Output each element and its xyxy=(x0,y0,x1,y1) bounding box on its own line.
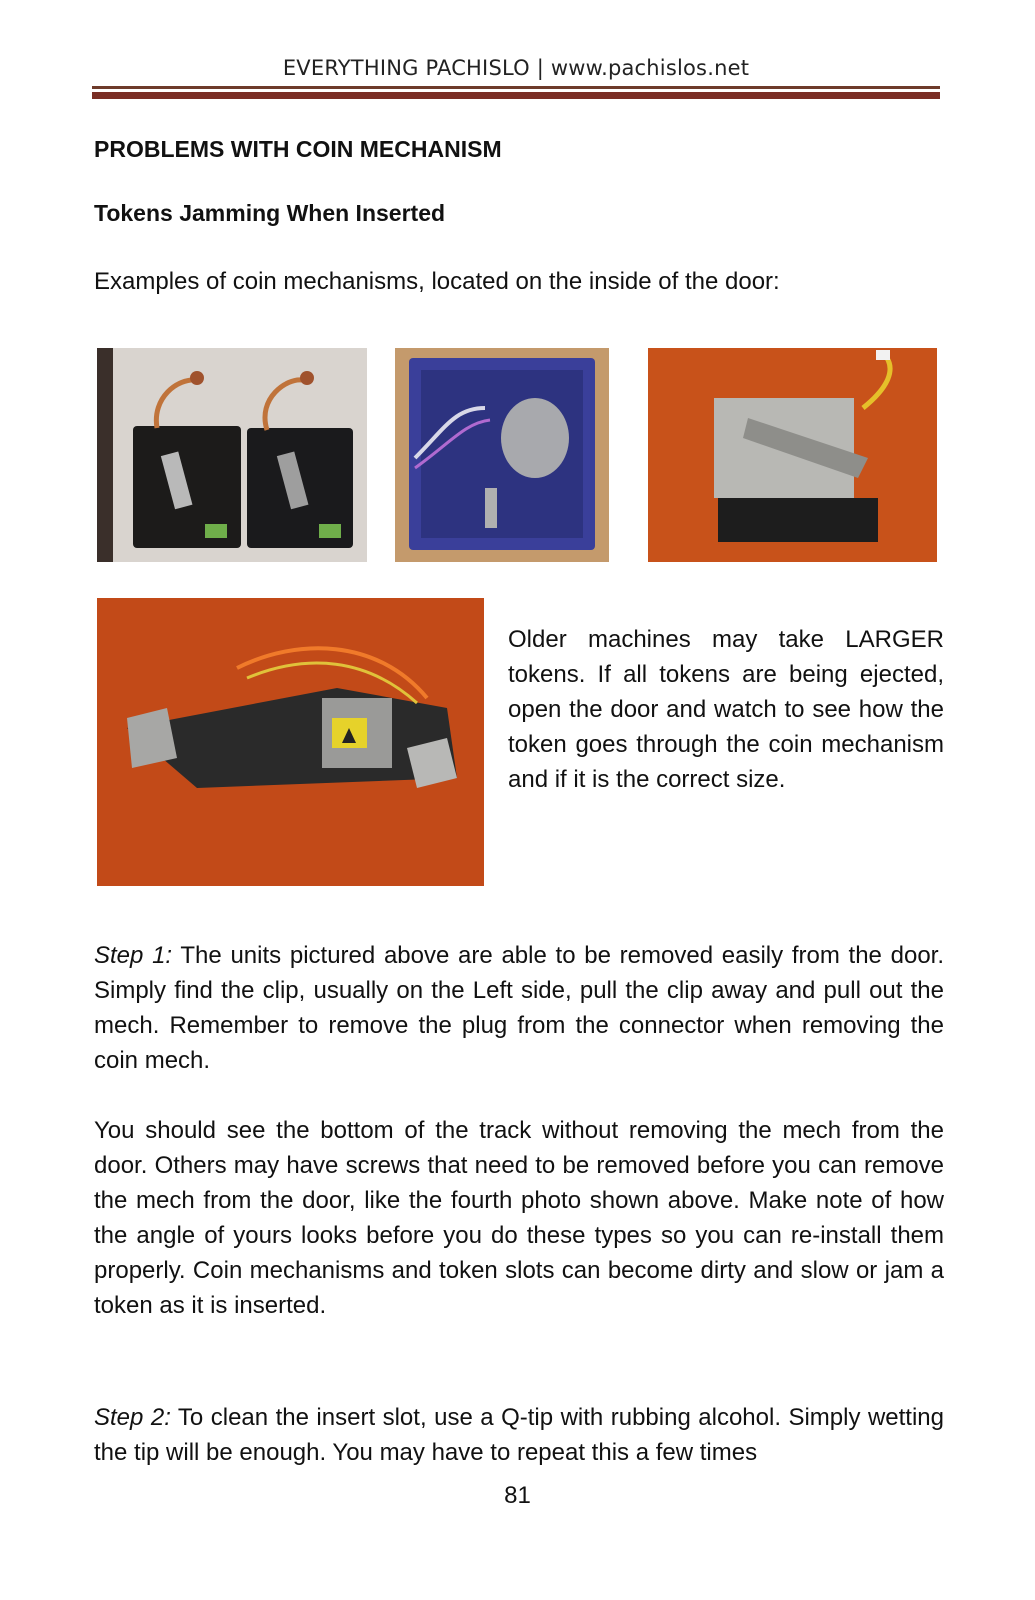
step2-paragraph xyxy=(94,1400,944,1470)
section-title: PROBLEMS WITH COIN MECHANISM xyxy=(94,136,502,162)
page-number: 81 xyxy=(504,1482,531,1509)
step1-paragraph xyxy=(94,938,944,1078)
body-paragraph: You should see the bottom of the track without removing the mech from the door. Others may have screws that need to be removed before you can remove the mech from the door, like the fourth photo shown above. Make note of how the angle of yours looks before you do these types so you can re-install them properly. Coin mechanisms and token slots can become dirty and slow or jam a token as it is inserted. xyxy=(94,1117,944,1319)
header-rule-thin xyxy=(92,86,940,89)
step1-label: Step 1: xyxy=(94,942,173,969)
side-paragraph: Older machines may take LARGER tokens. If all tokens are being ejected, open the door and watch to see how the token goes through the coin mechanism and if it is the correct size. xyxy=(508,626,944,793)
step2-text: To clean the insert slot, use a Q-tip with rubbing alcohol. Simply wetting the tip will be enough. You may have to repeat this a few times xyxy=(94,1404,945,1466)
photo-blue-coin-mech xyxy=(395,348,609,562)
step1-text: The units pictured above are able to be removed easily from the door. Simply find the clip, usually on the Left side, pull the clip away and pull out the mech. Remember to remove the plug from the connector when removing the coin mech. xyxy=(94,942,944,1074)
intro-text: Examples of coin mechanisms, located on the inside of the door: xyxy=(94,268,780,295)
header-rule-thick xyxy=(92,92,940,99)
step2-label: Step 2: xyxy=(94,1404,171,1431)
subsection-title: Tokens Jamming When Inserted xyxy=(94,200,446,226)
photo-older-coin-mech xyxy=(97,598,484,886)
photo-metal-coin-mech xyxy=(648,348,937,562)
running-header: EVERYTHING PACHISLO | www.pachislos.net xyxy=(282,56,750,80)
photo-coin-mechs-pair xyxy=(97,348,367,562)
